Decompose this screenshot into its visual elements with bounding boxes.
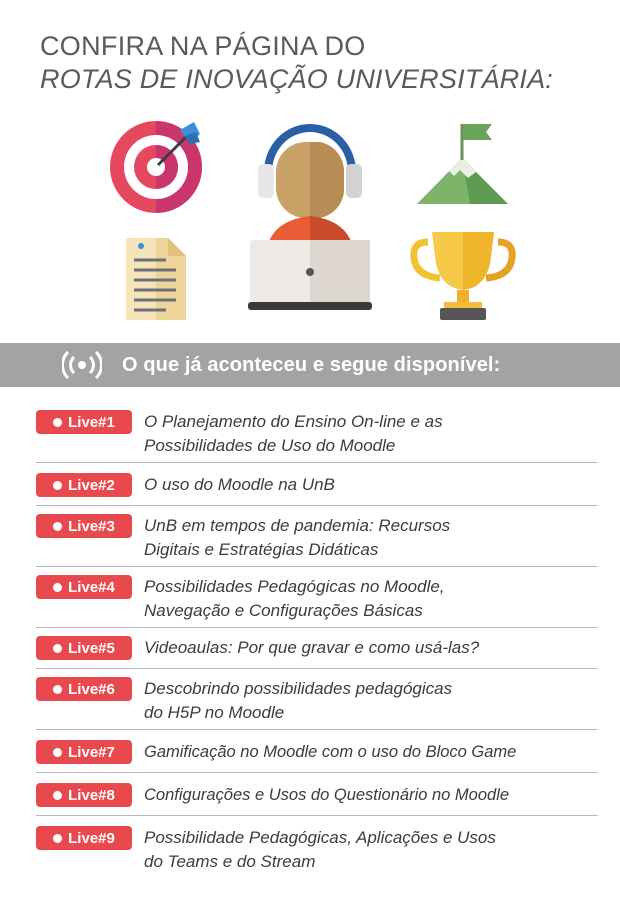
- page-header: [40, 30, 553, 96]
- live-badge[interactable]: Live#1: [36, 410, 132, 434]
- live-badge[interactable]: Live#5: [36, 636, 132, 660]
- illustration: [0, 112, 620, 332]
- list-item: [36, 400, 598, 463]
- live-title[interactable]: Possibilidades Pedagógicas no Moodle, Navegação e Configurações Básicas: [144, 577, 445, 620]
- header-line-2: ROTAS DE INOVAÇÃO UNIVERSITÁRIA:: [40, 64, 553, 94]
- live-title[interactable]: O Planejamento do Ensino On-line e as Possibilidades de Uso do Moodle: [144, 412, 443, 455]
- live-badge[interactable]: Live#3: [36, 514, 132, 538]
- header-line-1: CONFIRA NA PÁGINA DO: [40, 31, 366, 61]
- list-item: [36, 628, 598, 669]
- list-item: [36, 463, 598, 506]
- banner-title: O que já aconteceu e segue disponível:: [122, 353, 501, 376]
- list-item: [36, 669, 598, 730]
- list-item: [36, 506, 598, 567]
- mountain-flag-icon: [417, 124, 508, 204]
- live-title[interactable]: Gamificação no Moodle com o uso do Bloco Game: [144, 743, 517, 761]
- live-title[interactable]: UnB em tempos de pandemia: Recursos Digitais e Estratégias Didáticas: [144, 516, 451, 559]
- live-title[interactable]: Videoaulas: Por que gravar e como usá-las?: [144, 638, 480, 657]
- live-badge[interactable]: Live#8: [36, 783, 132, 807]
- live-badge[interactable]: Live#9: [36, 826, 132, 850]
- live-list: [36, 400, 598, 878]
- section-banner: [0, 343, 620, 387]
- list-item: [36, 730, 598, 773]
- live-badge[interactable]: Live#6: [36, 677, 132, 701]
- live-badge[interactable]: Live#7: [36, 740, 132, 764]
- broadcast-icon: [62, 350, 102, 380]
- live-title[interactable]: Descobrindo possibilidades pedagógicas do H5P no Moodle: [144, 679, 453, 722]
- live-badge[interactable]: Live#2: [36, 473, 132, 497]
- live-title[interactable]: Possibilidade Pedagógicas, Aplicações e Usos do Teams e do Stream: [144, 828, 496, 871]
- live-badge[interactable]: Live#4: [36, 575, 132, 599]
- document-icon: [126, 238, 186, 320]
- person-headphones-laptop-icon: [248, 128, 372, 310]
- target-icon: [110, 121, 202, 213]
- list-item: [36, 773, 598, 816]
- list-item: [36, 816, 598, 878]
- live-title[interactable]: O uso do Moodle na UnB: [144, 475, 335, 494]
- list-item: [36, 567, 598, 628]
- trophy-icon: [414, 232, 512, 320]
- live-title[interactable]: Configurações e Usos do Questionário no Moodle: [144, 786, 510, 804]
